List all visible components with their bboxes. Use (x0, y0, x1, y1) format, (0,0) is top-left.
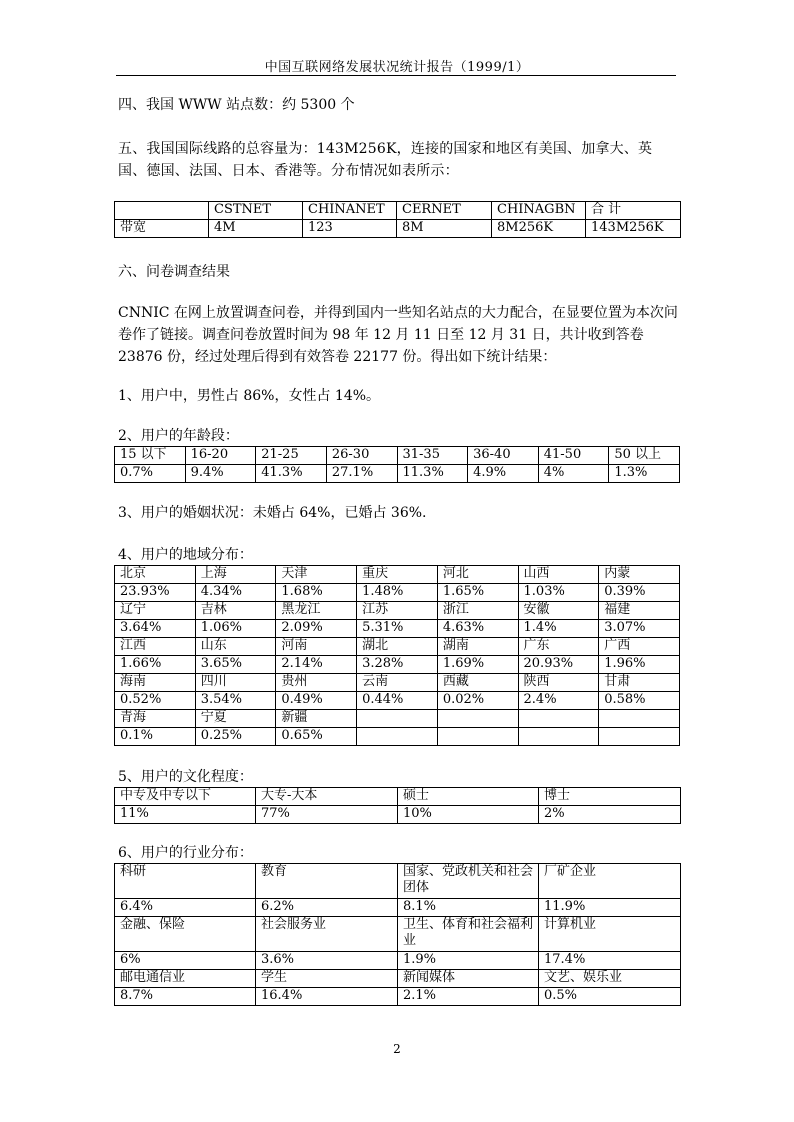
industry-name-row (115, 864, 681, 899)
industry-value-cell: 3.6% (256, 952, 398, 970)
bandwidth-value-row (115, 220, 681, 238)
age-label-cell: 50 以上 (609, 447, 680, 465)
industry-table (114, 863, 681, 1006)
industry-title: 6、用户的行业分布： (118, 845, 253, 861)
region-value-cell: 1.66% (115, 656, 196, 674)
industry-value-cell: 6% (115, 952, 256, 970)
industry-value-row (115, 952, 681, 970)
survey-intro: CNNIC 在网上放置调查问卷，并得到国内一些知名站点的大力配合，在显要位置为本次问卷作了链接。调查问卷放置时间为 98 年 12 月 11 日至 12 月 31 日，共计收到答卷 23876 份，经过处理后得到有效答卷 22177 份。得出如下统计结果： (118, 305, 678, 365)
bandwidth-header-cell: CSTNET (209, 202, 303, 220)
region-name-row (115, 710, 680, 728)
region-value-cell: 0.02% (437, 692, 518, 710)
region-value-cell: 2.4% (518, 692, 599, 710)
region-name-row (115, 674, 680, 692)
age-label-cell: 16-20 (185, 447, 256, 465)
region-value-cell (437, 728, 518, 746)
page-number: 2 (393, 1042, 401, 1056)
age-table (114, 446, 680, 483)
region-name-cell: 甘肃 (599, 674, 680, 692)
education-value-row (115, 806, 681, 824)
industry-name-cell: 国家、党政机关和社会团体 (398, 864, 539, 899)
region-name-cell: 陕西 (518, 674, 599, 692)
region-value-cell: 2.09% (276, 620, 357, 638)
region-name-cell: 黑龙江 (276, 602, 357, 620)
bandwidth-header-row (115, 202, 681, 220)
industry-value-cell: 1.9% (398, 952, 539, 970)
education-title: 5、用户的文化程度： (118, 769, 253, 785)
region-value-cell: 0.58% (599, 692, 680, 710)
region-name-cell (599, 710, 680, 728)
region-name-cell: 广西 (599, 638, 680, 656)
region-value-cell: 4.34% (195, 584, 276, 602)
region-value-cell: 3.65% (195, 656, 276, 674)
region-value-cell (357, 728, 438, 746)
region-name-cell: 西藏 (437, 674, 518, 692)
region-name-cell: 重庆 (357, 566, 438, 584)
industry-name-cell: 卫生、体育和社会福利业 (398, 917, 539, 952)
region-value-cell: 1.03% (518, 584, 599, 602)
region-name-cell: 河南 (276, 638, 357, 656)
bandwidth-value-cell: 4M (209, 220, 303, 238)
section6-title: 六、问卷调查结果 (118, 264, 230, 280)
region-title: 4、用户的地域分布： (118, 547, 253, 563)
education-label-cell: 博士 (539, 788, 681, 806)
region-name-cell: 北京 (115, 566, 196, 584)
region-value-row (115, 656, 680, 674)
bandwidth-value-cell: 8M (397, 220, 492, 238)
age-title: 2、用户的年龄段： (118, 428, 239, 444)
industry-name-cell: 文艺、娱乐业 (539, 970, 681, 988)
bandwidth-value-cell: 123 (303, 220, 397, 238)
region-name-cell: 江西 (115, 638, 196, 656)
bandwidth-value-cell: 143M256K (586, 220, 681, 238)
region-name-cell: 广东 (518, 638, 599, 656)
region-value-cell: 1.68% (276, 584, 357, 602)
age-value-cell: 4% (538, 465, 609, 483)
region-name-cell (437, 710, 518, 728)
section4-www-sites: 四、我国 WWW 站点数：约 5300 个 (118, 97, 355, 113)
industry-value-row (115, 899, 681, 917)
region-value-cell: 0.39% (599, 584, 680, 602)
region-value-cell: 0.44% (357, 692, 438, 710)
section5-intl-lines: 五、我国国际线路的总容量为：143M256K，连接的国家和地区有美国、加拿大、英国、德国、法国、日本、香港等。分布情况如表所示： (118, 141, 653, 179)
region-value-cell: 1.65% (437, 584, 518, 602)
age-label-row (115, 447, 680, 465)
region-value-cell: 1.96% (599, 656, 680, 674)
region-name-cell: 湖北 (357, 638, 438, 656)
industry-value-row (115, 988, 681, 1006)
region-name-row (115, 638, 680, 656)
region-name-cell: 上海 (195, 566, 276, 584)
region-name-cell: 福建 (599, 602, 680, 620)
age-label-cell: 21-25 (256, 447, 327, 465)
age-value-cell: 4.9% (468, 465, 539, 483)
region-name-cell: 山西 (518, 566, 599, 584)
industry-value-cell: 8.7% (115, 988, 256, 1006)
region-name-cell: 云南 (357, 674, 438, 692)
education-value-cell: 2% (539, 806, 681, 824)
region-value-cell: 0.52% (115, 692, 196, 710)
region-name-cell: 安徽 (518, 602, 599, 620)
industry-name-cell: 新闻媒体 (398, 970, 539, 988)
region-name-cell: 辽宁 (115, 602, 196, 620)
gender-stat: 1、用户中，男性占 86%，女性占 14%。 (118, 388, 381, 404)
header-rule (116, 75, 676, 76)
industry-name-cell: 邮电通信业 (115, 970, 256, 988)
bandwidth-value-cell: 8M256K (492, 220, 586, 238)
bandwidth-header-cell (115, 202, 209, 220)
region-value-row (115, 728, 680, 746)
age-label-cell: 26-30 (326, 447, 397, 465)
education-label-cell: 中专及中专以下 (115, 788, 256, 806)
bandwidth-table (114, 201, 681, 238)
bandwidth-header-cell: CERNET (397, 202, 492, 220)
age-value-cell: 41.3% (256, 465, 327, 483)
region-name-cell: 四川 (195, 674, 276, 692)
region-name-cell: 山东 (195, 638, 276, 656)
region-name-row (115, 602, 680, 620)
region-value-cell: 3.07% (599, 620, 680, 638)
region-value-cell: 1.4% (518, 620, 599, 638)
industry-name-cell: 学生 (256, 970, 398, 988)
region-name-cell: 新疆 (276, 710, 357, 728)
region-value-row (115, 692, 680, 710)
region-value-cell: 0.25% (195, 728, 276, 746)
education-table (114, 787, 681, 824)
region-value-cell: 23.93% (115, 584, 196, 602)
bandwidth-value-cell: 带宽 (115, 220, 209, 238)
industry-name-cell: 教育 (256, 864, 398, 899)
region-name-cell: 青海 (115, 710, 196, 728)
region-name-cell (357, 710, 438, 728)
bandwidth-header-cell: CHINANET (303, 202, 397, 220)
region-value-row (115, 620, 680, 638)
region-value-cell: 1.48% (357, 584, 438, 602)
region-name-cell (518, 710, 599, 728)
region-value-cell: 3.28% (357, 656, 438, 674)
industry-value-cell: 16.4% (256, 988, 398, 1006)
region-value-cell: 3.54% (195, 692, 276, 710)
industry-value-cell: 2.1% (398, 988, 539, 1006)
region-value-cell: 1.69% (437, 656, 518, 674)
region-name-cell: 天津 (276, 566, 357, 584)
region-value-cell: 20.93% (518, 656, 599, 674)
age-value-cell: 9.4% (185, 465, 256, 483)
age-value-cell: 11.3% (397, 465, 468, 483)
age-value-cell: 27.1% (326, 465, 397, 483)
industry-value-cell: 0.5% (539, 988, 681, 1006)
age-label-cell: 36-40 (468, 447, 539, 465)
industry-name-cell: 社会服务业 (256, 917, 398, 952)
industry-value-cell: 6.2% (256, 899, 398, 917)
industry-name-cell: 厂矿企业 (539, 864, 681, 899)
region-name-cell: 内蒙 (599, 566, 680, 584)
region-value-cell: 4.63% (437, 620, 518, 638)
age-label-cell: 41-50 (538, 447, 609, 465)
industry-name-cell: 金融、保险 (115, 917, 256, 952)
region-name-cell: 宁夏 (195, 710, 276, 728)
bandwidth-header-cell: 合 计 (586, 202, 681, 220)
region-value-row (115, 584, 680, 602)
industry-name-cell: 科研 (115, 864, 256, 899)
region-name-cell: 贵州 (276, 674, 357, 692)
education-label-cell: 硕士 (398, 788, 539, 806)
education-label-row (115, 788, 681, 806)
industry-name-row (115, 917, 681, 952)
age-value-cell: 1.3% (609, 465, 680, 483)
age-label-cell: 31-35 (397, 447, 468, 465)
industry-value-cell: 11.9% (539, 899, 681, 917)
region-value-cell: 2.14% (276, 656, 357, 674)
bandwidth-header-cell: CHINAGBN (492, 202, 586, 220)
region-value-cell: 3.64% (115, 620, 196, 638)
region-value-cell: 1.06% (195, 620, 276, 638)
running-header: 中国互联网络发展状况统计报告（1999/1） (264, 60, 530, 75)
region-table (114, 565, 680, 746)
region-value-cell (599, 728, 680, 746)
education-value-cell: 10% (398, 806, 539, 824)
marriage-stat: 3、用户的婚姻状况：未婚占 64%，已婚占 36%. (118, 505, 427, 521)
region-name-cell: 浙江 (437, 602, 518, 620)
region-value-cell (518, 728, 599, 746)
region-name-cell: 河北 (437, 566, 518, 584)
region-name-row (115, 566, 680, 584)
industry-value-cell: 6.4% (115, 899, 256, 917)
education-label-cell: 大专-大本 (256, 788, 398, 806)
region-value-cell: 0.65% (276, 728, 357, 746)
age-value-row (115, 465, 680, 483)
industry-name-cell: 计算机业 (539, 917, 681, 952)
industry-value-cell: 8.1% (398, 899, 539, 917)
region-value-cell: 0.49% (276, 692, 357, 710)
age-label-cell: 15 以下 (115, 447, 186, 465)
education-value-cell: 77% (256, 806, 398, 824)
education-value-cell: 11% (115, 806, 256, 824)
region-name-cell: 湖南 (437, 638, 518, 656)
age-value-cell: 0.7% (115, 465, 186, 483)
industry-name-row (115, 970, 681, 988)
region-value-cell: 5.31% (357, 620, 438, 638)
industry-value-cell: 17.4% (539, 952, 681, 970)
region-value-cell: 0.1% (115, 728, 196, 746)
region-name-cell: 江苏 (357, 602, 438, 620)
region-name-cell: 吉林 (195, 602, 276, 620)
region-name-cell: 海南 (115, 674, 196, 692)
